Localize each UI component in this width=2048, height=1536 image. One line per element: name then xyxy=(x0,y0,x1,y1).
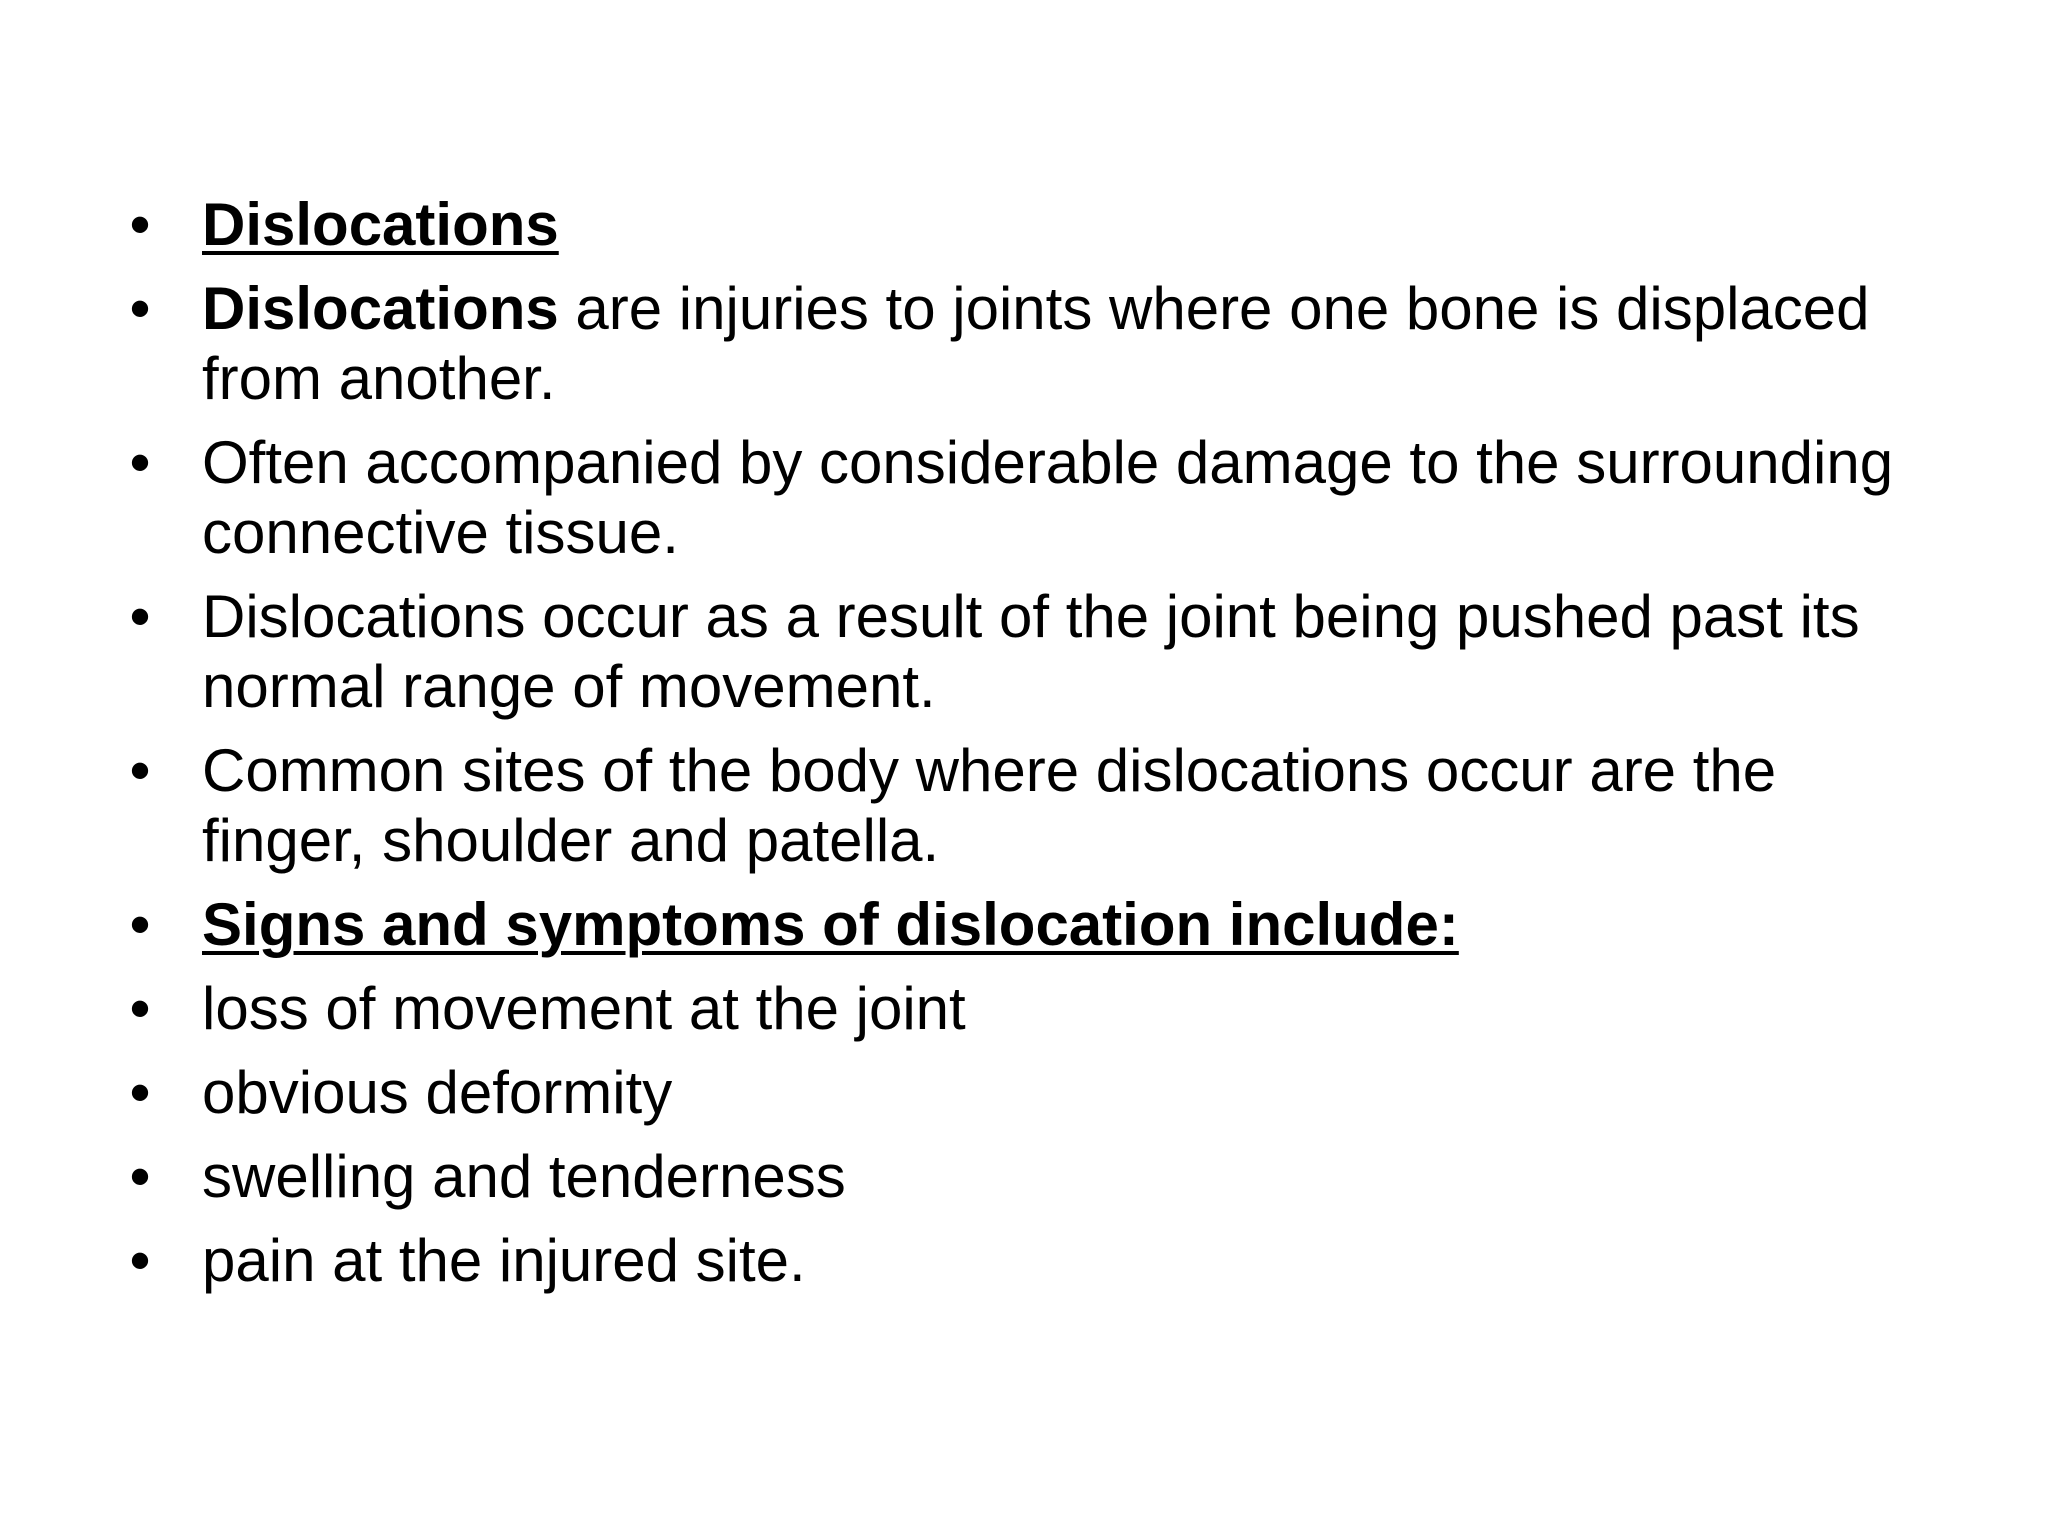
bullet-list xyxy=(120,190,1940,1310)
bullet-dot-icon: • xyxy=(129,429,151,496)
symptom-text: loss of movement at the joint xyxy=(202,975,966,1042)
bullet-dot-icon: • xyxy=(129,1227,151,1294)
bullet-dot-icon: • xyxy=(129,275,151,342)
bullet-common-sites xyxy=(120,736,1940,876)
heading-dislocations: Dislocations xyxy=(202,191,559,258)
bullet-dot-icon: • xyxy=(129,1059,151,1126)
bullet-heading xyxy=(120,190,1940,260)
symptom-text: swelling and tenderness xyxy=(202,1143,846,1210)
damage-text: Often accompanied by considerable damage to the surrounding connective tissue. xyxy=(202,429,1894,566)
bullet-damage xyxy=(120,428,1940,568)
cause-text: Dislocations occur as a result of the joint being pushed past its normal range of movement. xyxy=(202,583,1860,720)
bullet-dot-icon: • xyxy=(129,891,151,958)
bullet-dot-icon: • xyxy=(129,191,151,258)
bullet-cause xyxy=(120,582,1940,722)
bullet-definition xyxy=(120,274,1940,414)
bullet-symptoms-heading xyxy=(120,890,1940,960)
symptom-item xyxy=(120,974,1940,1044)
bullet-dot-icon: • xyxy=(129,737,151,804)
symptom-item xyxy=(120,1058,1940,1128)
symptom-item xyxy=(120,1142,1940,1212)
symptom-text: pain at the injured site. xyxy=(202,1227,806,1294)
symptom-text: obvious deformity xyxy=(202,1059,673,1126)
definition-lead: Dislocations xyxy=(202,275,559,342)
symptoms-heading: Signs and symptoms of dislocation include: xyxy=(202,891,1459,958)
common-sites-text: Common sites of the body where dislocations occur are the finger, shoulder and patella. xyxy=(202,737,1777,874)
bullet-dot-icon: • xyxy=(129,975,151,1042)
definition-text: are injuries to joints where one bone is displaced from another. xyxy=(202,275,1870,412)
bullet-dot-icon: • xyxy=(129,1143,151,1210)
symptom-item xyxy=(120,1226,1940,1296)
bullet-dot-icon: • xyxy=(129,583,151,650)
